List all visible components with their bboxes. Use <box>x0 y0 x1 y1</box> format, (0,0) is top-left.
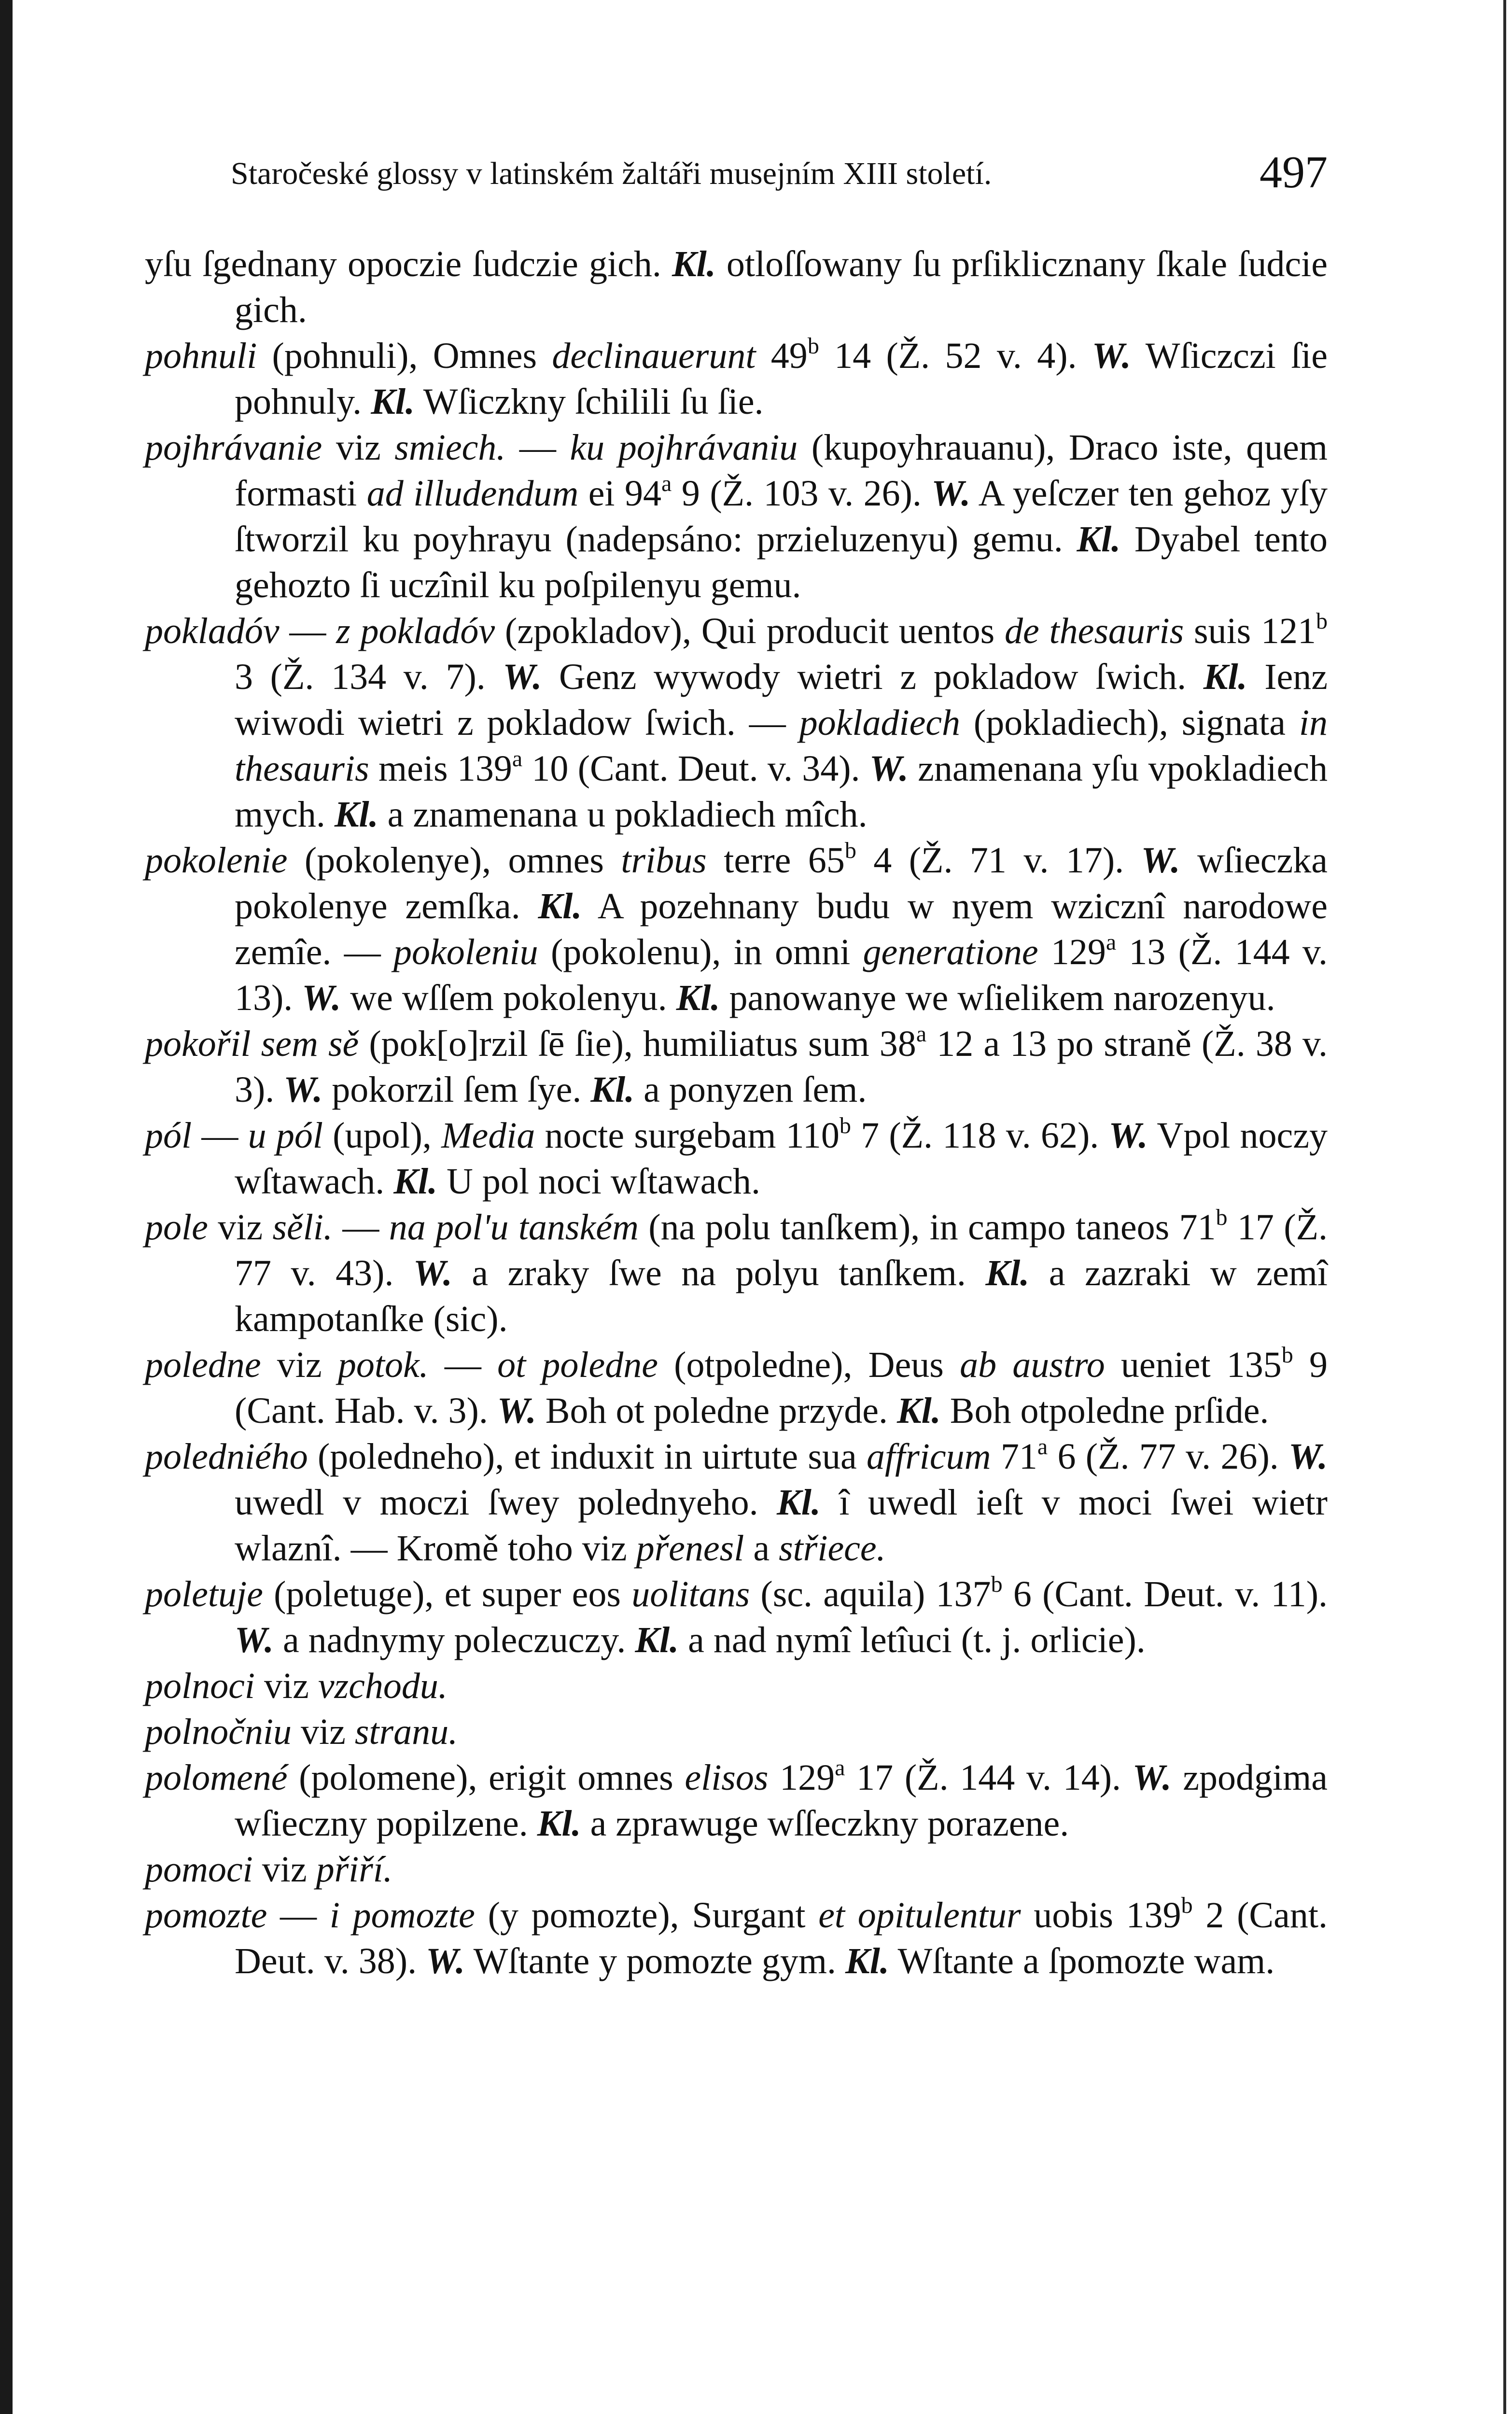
glossary-entry: pokladóv — z pokladóv (zpokladov), Qui producit uentos de thesauris suis 121$^b$ 3 (Ž. 134 v. 7). W. Genz wywody wietri z pokladow ſwich. Kl. Ienz wiwodi wietri z pokladow ſwich. — pokladiech (pokladiech), signata in thesauris meis 139$^a$ 10 (Cant. Deut. v. 34). W. znamenana yſu vpokladiech mych. Kl. a znamenana u pokladiech mîch. <box>145 608 1328 835</box>
glossary-entry: pokořil sem sě (pok[o]rzil ſē ſie), humiliatus sum 38$^a$ 12 a 13 po straně (Ž. 38 v. 3). W. pokorzil ſem ſye. Kl. a ponyzen ſem. <box>145 1021 1328 1110</box>
glossary-entry: pomozte — i pomozte (y pomozte), Surgant et opitulentur uobis 139$^b$ 2 (Cant. Deut. v. 38). W. Wſtante y pomozte gym. Kl. Wſtante a ſpomozte wam. <box>145 1893 1328 1981</box>
running-header: Staročeské glossy v latinském žaltáři musejním XIII století. <box>231 156 992 191</box>
glossary-column <box>145 241 1328 1984</box>
glossary-entry: pole viz sěli. — na pol'u tanském (na polu tanſkem), in campo taneos 71$^b$ 17 (Ž. 77 v. 43). W. a zraky ſwe na polyu tanſkem. Kl. a zazraki w zemî kampotanſke (sic). <box>145 1205 1328 1339</box>
glossary-entry: polomené (polomene), erigit omnes elisos 129$^a$ 17 (Ž. 144 v. 14). W. zpodgima wſieczny popilzene. Kl. a zprawuge wſſeczkny porazene. <box>145 1755 1328 1844</box>
glossary-entry: pomoci viz přiří. <box>145 1849 392 1890</box>
glossary-entry: pohnuli (pohnuli), Omnes declinauerunt 49$^b$ 14 (Ž. 52 v. 4). W. Wſiczczi ſie pohnuly. Kl. Wſiczkny ſchilili ſu ſie. <box>145 333 1328 422</box>
glossary-entry: poledniého (poledneho), et induxit in uirtute sua affricum 71$^a$ 6 (Ž. 77 v. 26). W. uwedl v moczi ſwey polednyeho. Kl. î uwedl ieſt v moci ſwei wietr wlaznî. — Kromě toho viz přenesl a střiece. <box>145 1434 1328 1569</box>
page-right-edge <box>1503 0 1506 2414</box>
glossary-entry: polnoci viz vzchodu. <box>145 1666 448 1706</box>
glossary-entry: pojhrávanie viz smiech. — ku pojhrávaniu (kupoyhrauanu), Draco iste, quem formasti ad illudendum ei 94$^a$ 9 (Ž. 103 v. 26). W. A yeſczer ten gehoz yſy ſtworzil ku poyhrayu (nadepsáno: przieluzenyu) gemu. Kl. Dyabel tento gehozto ſi uczînil ku poſpilenyu gemu. <box>145 427 1328 605</box>
entry-continuation: yſu ſgednany opoczie ſudczie gich. Kl. otloſſowany ſu prſiklicznany ſkale ſudcie gich. <box>145 244 1328 330</box>
glossary-entry: poledne viz potok. — ot poledne (otpoledne), Deus ab austro ueniet 135$^b$ 9 (Cant. Hab. v. 3). W. Boh ot poledne przyde. Kl. Boh otpoledne prſide. <box>145 1342 1328 1431</box>
glossary-entry: pokolenie (pokolenye), omnes tribus terre 65$^b$ 4 (Ž. 71 v. 17). W. wſieczka pokolenye zemſka. Kl. A pozehnany budu w nyem wzicznî narodowe zemîe. — pokoleniu (pokolenu), in omni generatione 129$^a$ 13 (Ž. 144 v. 13). W. we wſſem pokolenyu. Kl. panowanye we wſielikem narozenyu. <box>145 838 1328 1018</box>
glossary-entry: pól — u pól (upol), Media nocte surgebam 110$^b$ 7 (Ž. 118 v. 62). W. Vpol noczy wſtawach. Kl. U pol noci wſtawach. <box>145 1113 1328 1202</box>
page-left-edge <box>0 0 13 2414</box>
page-number: 497 <box>1260 147 1328 197</box>
glossary-entry: polnočniu viz stranu. <box>145 1712 458 1752</box>
glossary-entry: poletuje (poletuge), et super eos uolitans (sc. aquila) 137$^b$ 6 (Cant. Deut. v. 11). W. a nadnymy poleczuczy. Kl. a nad nymî letîuci (t. j. orlicie). <box>145 1572 1328 1660</box>
